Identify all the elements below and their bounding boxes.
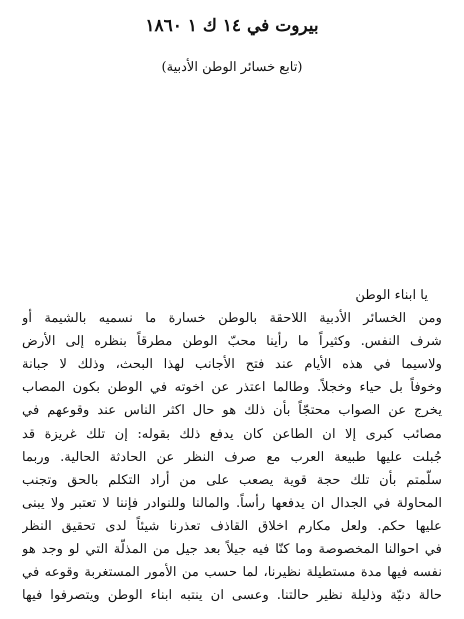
- text-line-3: ولاسيما في هذه الأيام عند فتح الأجانب لهذا البحث، وذلك لا جبانة: [22, 357, 442, 373]
- text-line-7: جُبلت عليها طبيعة العرب مع صرف النظر عن الحادثة الحالية. وربما: [22, 449, 442, 465]
- text-line-12: نفسه فيها مدة مستطيلة نظيرنا، لما حسب من الأمور المستغربة وقوعه في: [22, 565, 442, 581]
- text-line-10: عليها حكم. ولعل مكارم اخلاق القاذف تعذرنا شيئاً لدى تحقيق النظر: [22, 518, 442, 534]
- article-body: [22, 284, 442, 607]
- text-line-11: في احوالنا المخصوصة وما كنّا فيه جيلاً بعد جيل من المذلّة التي لو وجد هو: [22, 542, 442, 558]
- text-line-9: المحاولة في الجدال ان يدفعها رأساً. والمالنا وللنوادر فإننا لا تعتبر ولا يبنى: [22, 495, 442, 511]
- page-subtitle: (تابع خسائر الوطن الأدبية): [161, 60, 303, 75]
- text-line-4: وخوفاً بل حياء وخجلاً. وطالما اعتذر عن اخوته في الوطن بكون المصاب: [22, 380, 442, 396]
- text-line-2: شرف النفس. وكثيراً ما رأينا محبّ الوطن مطرقاً بنظره إلى الأرض: [22, 334, 442, 350]
- text-line-8: سلّمتم بأن تلك حجة قوية يصعب على من أراد التكلم بالحق وتجنب: [22, 472, 442, 488]
- text-line-6: مصائب كبرى إلا ان الطاعن كان يدفع ذلك بقوله: إن تلك غريزة قد: [22, 426, 442, 442]
- text-line-5: يخرج عن الصواب محتجّاً بأن ذلك هو حال اكثر الناس عند وقوعهم في: [22, 403, 442, 419]
- text-line-13: حالة دنيّة وذليلة نظير حالتنا. وعسى ان ينتبه ابناء الوطن ويتصرفوا فيها: [22, 588, 442, 604]
- greeting-line: يا ابناء الوطن: [355, 288, 428, 303]
- text-line-1: ومن الخسائر الأدبية اللاحقة بالوطن خسارة ما نسميه بالشيمة أو: [22, 311, 442, 327]
- page-title: بيروت في ١٤ ك ١ ١٨٦٠: [145, 16, 319, 36]
